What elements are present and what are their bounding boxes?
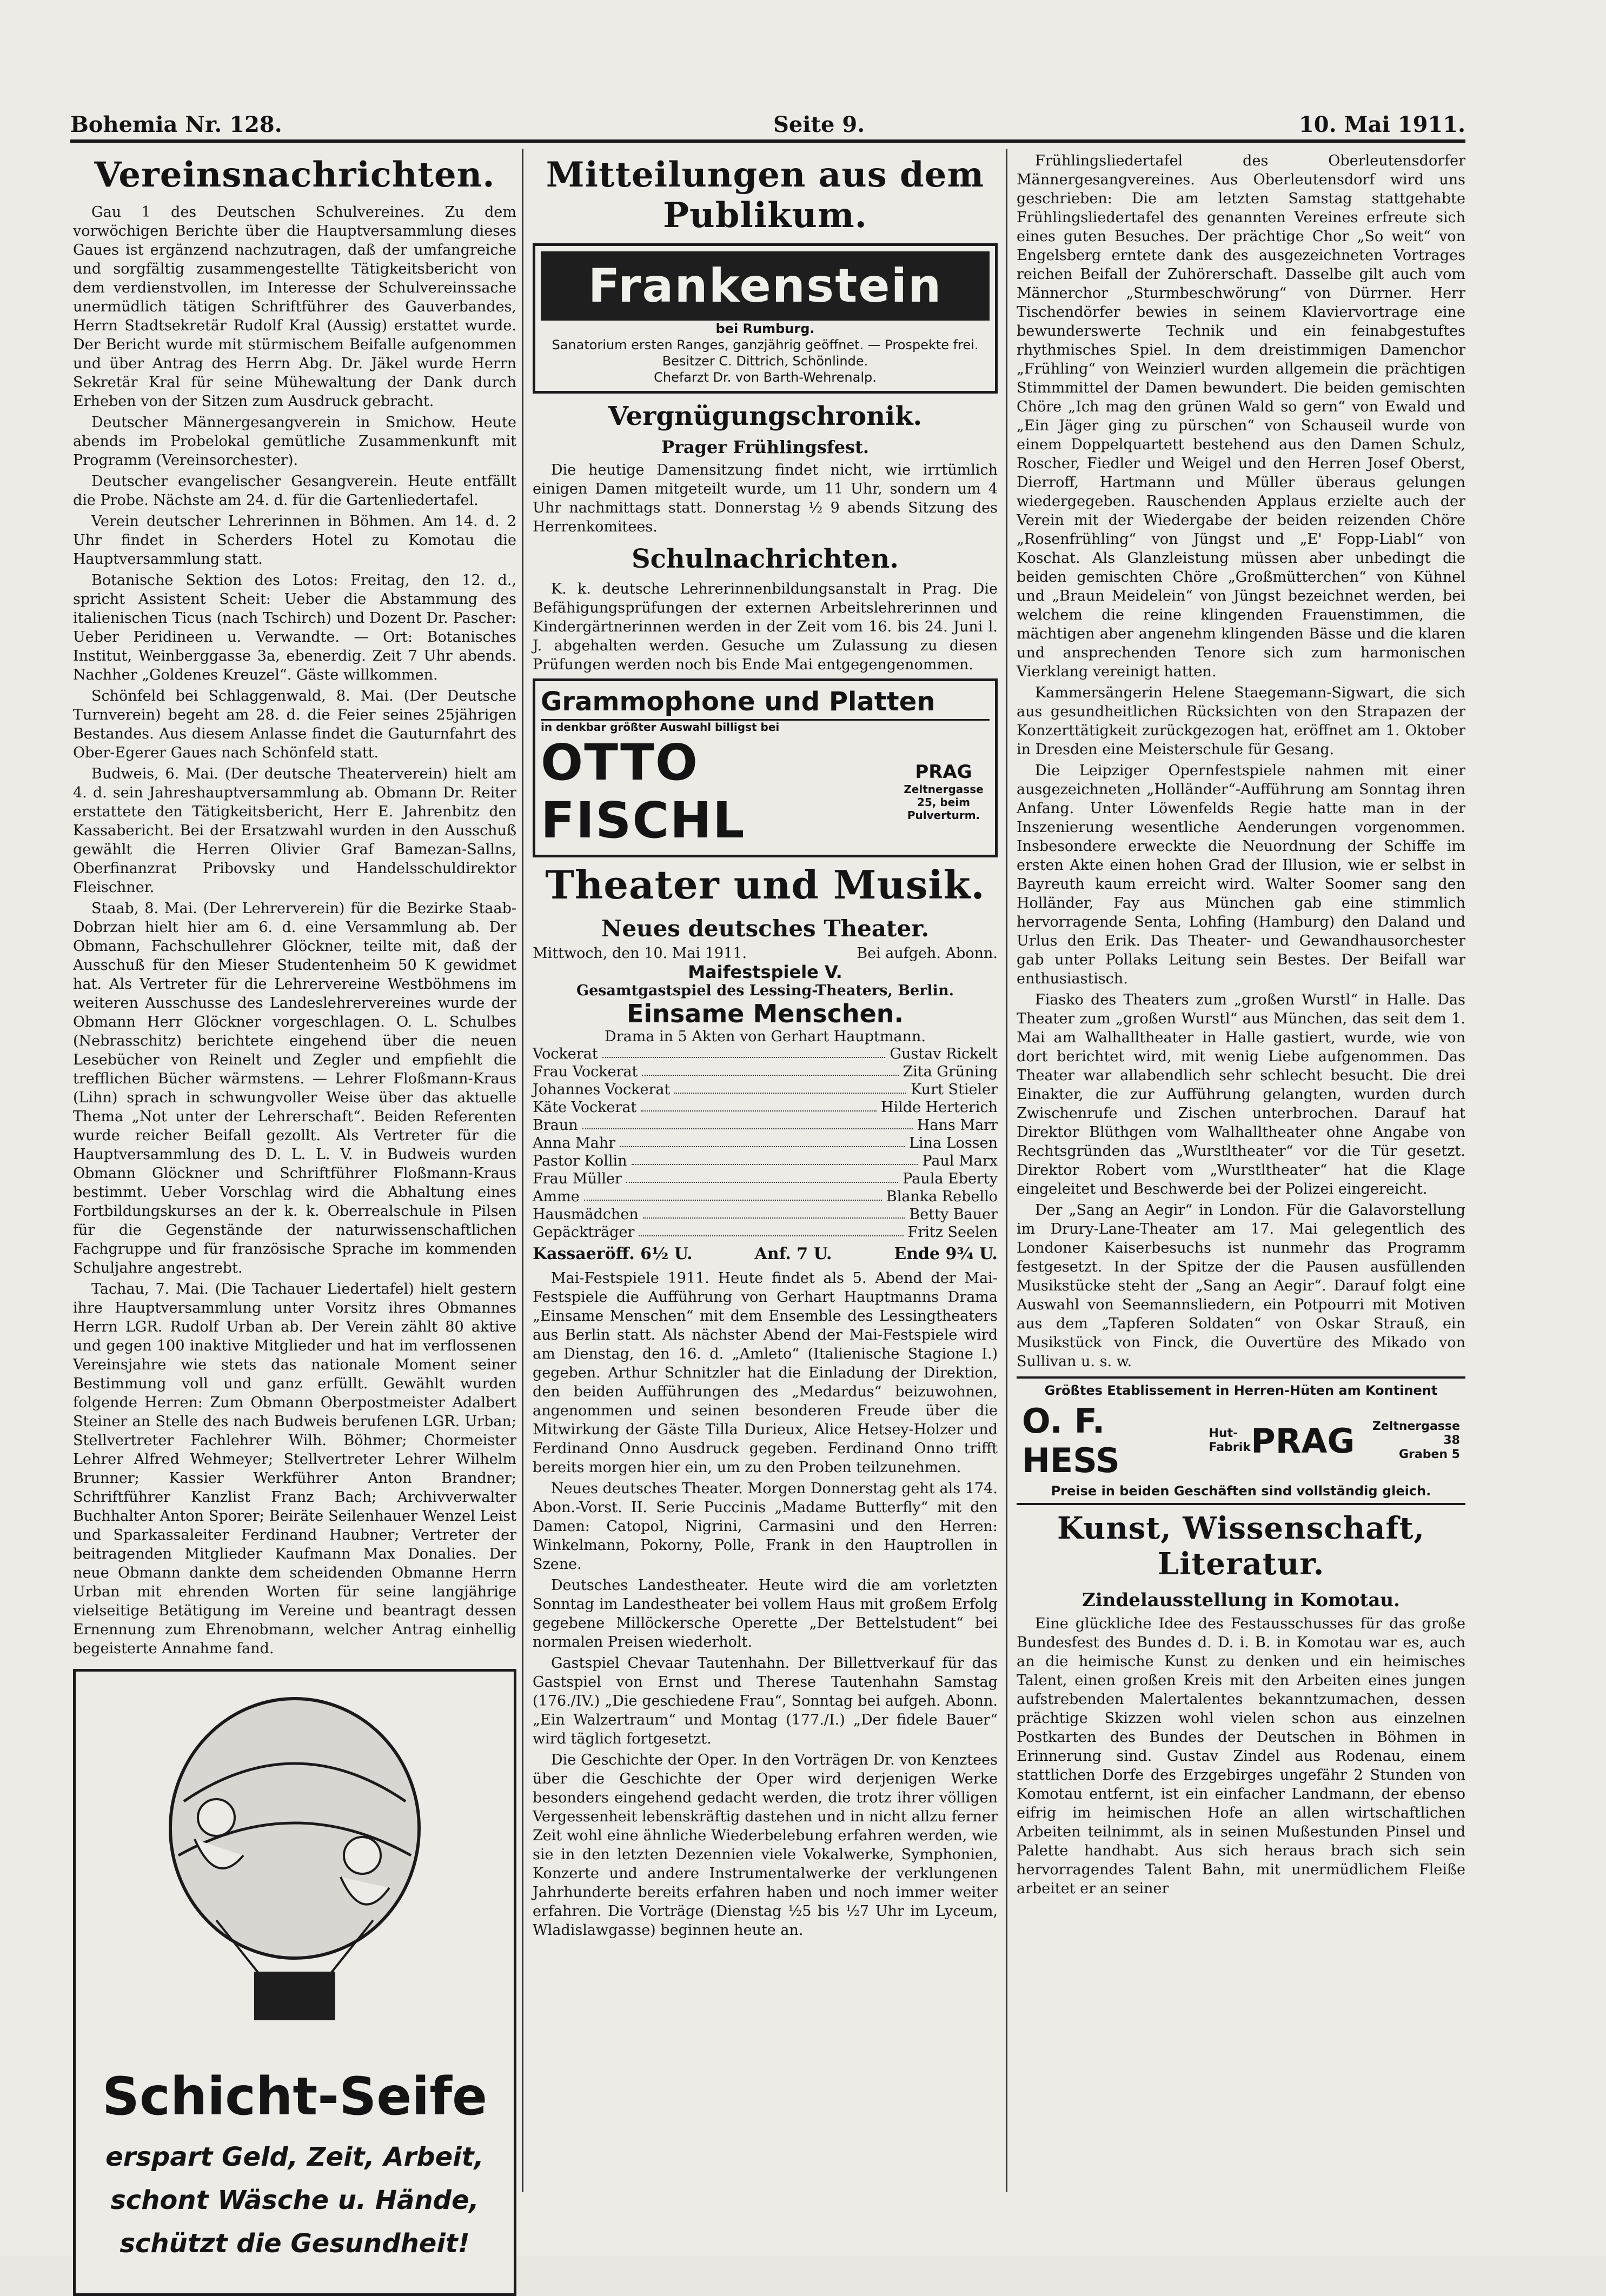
article-paragraph: Die heutige Damensitzung findet nicht, wie irrtümlich einigen Damen mitgeteilt wurde, um 11 Uhr, sondern um 4 Uhr nachmittags statt. Donnerstag ½ 9 abends Sitzung des Herrenkomitees. <box>533 462 998 535</box>
frankenstein-line: Sanatorium ersten Ranges, ganzjährig geöffnet. — Prospekte frei. <box>552 337 979 352</box>
section-heading-mitteilungen: Mitteilungen aus dem Publikum. <box>546 155 985 236</box>
article-paragraph: Eine glückliche Idee des Festausschusses für das große Bundesfest des Bundes d. D. i. B. in Komotau war es, auch an die heimische Kunst zu denken und ein heimisches Talent, einen großen Kreis mit den Arbeiten eines jungen aufstrebenden Malertalentes bekanntzumachen, dessen prächtige Skizzen wohl vielen schon aus einzelnen Postkarten des Bundes der Deutschen in Böhmen in Erinnerung sind. Gustav Zindel aus Rodenau, einem stattlichen Dorfe des Erzgebirges ungefähr 2 Stunden von Komotau entfernt, ist ein einfacher Landmann, der ebenso eifrig im heimischen Hofe an allen wirtschaftlichen Arbeiten teilnimmt, als in seinen Mußestunden Pinsel und Palette handhabt. Aus sich heraus brach sich sein hervorragendes Talent Bahn, mit unermüdlichem Fleiße arbeitet er an seiner <box>1017 1615 1465 1897</box>
article-paragraph: Deutscher evangelischer Gesangverein. Heute entfällt die Probe. Nächste am 24. d. für die Gartenliedertafel. <box>73 473 516 509</box>
cast-actor: Hans Marr <box>917 1117 998 1134</box>
masthead-date: 10. Mai 1911. <box>1298 112 1465 137</box>
frankenstein-line: bei Rumburg. <box>715 321 815 336</box>
article-paragraph: Der „Sang an Aegir“ in London. Für die Galavorstellung im Drury-Lane-Theater am 17. Mai gelegentlich des Londoner Kaiserbesuchs ist nunmehr das Programm festgesetzt. In der Spitze der die Pausen ausfüllenden Musikstücke steht der „Sang an Aegir“. Darauf folgt eine Auswahl von Seemannsliedern, ein Potpourri mit Motiven aus dem „Tapferen Soldaten“ von Oskar Strauß, ein Musikstück von Finck, die Ouvertüre des Mikado von Sullivan u. s. w. <box>1017 1202 1465 1370</box>
cast-actor: Zita Grüning <box>902 1063 998 1080</box>
cast-actor: Fritz Seelen <box>907 1224 998 1241</box>
article-paragraph: Deutsches Landestheater. Heute wird die am vorletzten Sonntag im Landestheater bei vollem Haus mit großem Erfolg gegebene Millöckersche Operette „Der Bettelstudent“ bei normalen Preisen wiederholt. <box>533 1577 998 1651</box>
section-heading-vereinsnachrichten: Vereinsnachrichten. <box>94 155 495 195</box>
cast-role: Braun <box>533 1117 578 1134</box>
cast-role: Gepäckträger <box>533 1224 635 1241</box>
subheading-fruehlingsfest: Prager Frühlingsfest. <box>661 437 869 457</box>
article-paragraph: Staab, 8. Mai. (Der Lehrerverein) für die Bezirke Staab-Dobrzan hielt hier am 6. d. eine Versammlung ab. Der Obmann, Fachschullehrer Glöckner, teilte mit, daß der Ausschuß für den Mieser Studentenheim 50 K gewidmet hat. Als Vertreter für die Lehrervereine Westböhmens im weiteren Ausschusse des Landeslehrervereines wurde der Obmann Herr Glöckner vorgeschlagen. O. L. Schulbes (Nebrasschitz) berichtete eingehend über die neuen Lesebücher von Reinelt und Zegler und empfiehlt die trefflichen Bücher wärmstens. — Lehrer Floßmann-Kraus (Lihn) sprach in schwungvoller Weise über das aktuelle Thema „Not unter der Lehrerschaft“. Beiden Referenten wurde reicher Beifall gezollt. Als Vertreter für die Hauptversammlung des D. L. L. V. in Budweis wurden Obmann Glöckner und Schriftführer Floßmann-Kraus bestimmt. Ueber Vorschlag wird die Abhaltung eines Fortbildungskurses an der k. k. Oberrealschule in Pilsen für die Gegenstände der naturwissenschaftlichen Fachgruppe und für französische Sprache im kommenden Schuljahre angestrebt. <box>73 900 516 1276</box>
schicht-seife-advertisement <box>73 1669 516 2296</box>
cast-role: Frau Müller <box>533 1170 622 1187</box>
hess-top: Größtes Etablissement in Herren-Hüten am Kontinent <box>1044 1383 1438 1398</box>
hess-city: PRAG <box>1251 1421 1355 1461</box>
cast-role: Hausmädchen <box>533 1206 639 1223</box>
cast-actor: Lina Lossen <box>909 1135 998 1152</box>
cast-role: Amme <box>533 1188 580 1205</box>
column-divider <box>1006 149 1007 2192</box>
section-heading-schulnachrichten: Schulnachrichten. <box>631 544 899 574</box>
otto-name: OTTO FISCHL <box>541 734 746 849</box>
article-paragraph: Die Geschichte der Oper. In den Vorträgen Dr. von Kenztees über die Geschichte der Oper wird derjenigen Werke besonders eingehend gedacht werden, die trotz ihrer völligen Vergessenheit lebenskräftig dastehen und in nicht allzu ferner Zeit wohl eine ähnliche Wiederbelebung erfahren werden, wie sie in den letzten Dezennien viele Vokalwerke, Symphonien, Konzerte und andere Instrumentalwerke der verklungenen Jahrhunderte bereits erfahren haben und noch immer weiter erfahren. Die Vorträge (Dienstag ½5 bis ½7 Uhr im Lyceum, Wladislawgasse) beginnen heute an. <box>533 1752 998 1939</box>
otto-city: PRAG <box>915 761 972 783</box>
playbill-subtitle: Drama in 5 Akten von Gerhart Hauptmann. <box>605 1028 926 1045</box>
hess-fabrik: Hut-Fabrik <box>1209 1427 1251 1454</box>
section-heading-kunst: Kunst, Wissenschaft, Literatur. <box>1057 1510 1425 1582</box>
column-divider <box>522 149 523 2192</box>
article-paragraph: Mai-Festspiele 1911. Heute findet als 5. Abend der Mai-Festspiele die Aufführung von Gerhart Hauptmanns Drama „Einsame Menschen“ mit dem Ensemble des Lessingtheaters aus Berlin statt. Als nächster Abend der Mai-Festspiele wird am Dienstag, den 16. d. „Amleto“ (Italienische Stagione I.) gegeben. Arthur Schnitzler hat die Einladung der Direktion, den beiden Aufführungen des „Medardus“ beizuwohnen, angenommen und seinen besonderen Freude über die Mitwirkung der Gäste Tilla Durieux, Alice Hetsey-Holzer und Ferdinand Onno Ausdruck gegeben. Ferdinand Onno trifft bereits morgen hier ein, um zu den Proben teilzunehmen. <box>533 1270 998 1476</box>
playbill-maifest: Maifestspiele V. <box>688 962 842 982</box>
playbill-gastspiel: Gesamtgastspiel des Lessing-Theaters, Berlin. <box>576 982 954 999</box>
cast-role: Johannes Vockerat <box>533 1081 671 1098</box>
otto-address: Zeltnergasse 25, beim Pulverturm. <box>904 783 984 822</box>
frankenstein-line: Chefarzt Dr. von Barth-Wehrenalp. <box>654 370 877 385</box>
schicht-slogan: schützt die Gesundheit! <box>120 2228 470 2259</box>
playbill-title: Einsame Menschen. <box>626 999 904 1028</box>
otto-small: in denkbar größter Auswahl billigst bei <box>541 721 780 734</box>
cast-actor: Gustav Rickelt <box>890 1046 998 1062</box>
otto-headline: Grammophone und Platten <box>541 687 990 721</box>
column-right <box>1017 151 1465 2184</box>
article-paragraph: Neues deutsches Theater. Morgen Donnerstag geht als 174. Abon.-Vorst. II. Serie Puccinis „Madame Butterfly“ mit den Damen: Catopol, Nigrini, Carmasini und den Herren: Winkelmann, Pokorny, Polle, Frank in den Hauptrollen in Szene. <box>533 1480 998 1573</box>
article-paragraph: Budweis, 6. Mai. (Der deutsche Theaterverein) hielt am 4. d. sein Jahreshauptversammlung ab. Obmann Dr. Reiter erstattete den Tätigkeitsbericht, Herr E. Jahrenbitz den Kassabericht. Bei der Ersatzwahl wurden in den Ausschuß gewählt die Herren Olivier Graf Bamezan-Sallns, Oberfinanzrat Pribovsky und Handelsschuldirektor Fleischner. <box>73 766 516 896</box>
cast-actor: Hilde Herterich <box>881 1099 998 1116</box>
subheading-zindel: Zindelausstellung in Komotau. <box>1082 1589 1400 1611</box>
masthead <box>70 105 1465 143</box>
cast-actor: Paula Eberty <box>902 1170 998 1187</box>
article-paragraph: Gau 1 des Deutschen Schulvereines. Zu dem vorwöchigen Berichte über die Hauptversammlung dieses Gaues ist ergänzend nachzutragen, daß der umfangreiche und sorgfältig zusammengestellte Tätigkeitsbericht von dem verdienstvollen, im Interesse der Schulvereinssache unermüdlich tätigen Schriftführer des Gauverbandes, Herrn Stadtsekretär Rudolf Kral (Aussig) erstattet wurde. Der Bericht wurde mit stürmischem Beifalle aufgenommen und über Antrag des Herrn Abg. Dr. Jäkel wurde Herrn Sekretär Kral für seine Mühewaltung der Dank durch Erheben von der Sitzen zum Ausdruck gebracht. <box>73 204 516 410</box>
hess-address: Zeltnergasse 38 <box>1372 1420 1460 1447</box>
column-middle <box>533 151 998 2184</box>
otto-fischl-advertisement <box>533 678 998 857</box>
playbill-date: Mittwoch, den 10. Mai 1911. <box>533 945 747 962</box>
frankenstein-line: Besitzer C. Dittrich, Schönlinde. <box>662 354 868 369</box>
section-heading-vergnuegung: Vergnügungschronik. <box>608 401 923 431</box>
article-paragraph: Deutscher Männergesangverein in Smichow. Heute abends im Probelokal gemütliche Zusammenkunft mit Programm (Vereinsorchester). <box>73 414 516 469</box>
frankenstein-title: Frankenstein <box>541 251 990 321</box>
masthead-issue: Bohemia Nr. 128. <box>70 112 282 137</box>
cast-role: Käte Vockerat <box>533 1099 637 1116</box>
cast-actor: Kurt Stieler <box>911 1081 998 1098</box>
cast-role: Anna Mahr <box>533 1135 615 1152</box>
article-paragraph: Schönfeld bei Schlaggenwald, 8. Mai. (Der Deutsche Turnverein) begeht am 28. d. die Feier seines 25jährigen Bestandes. Aus diesem Anlasse findet die Gauturnfahrt des Ober-Egerer Gaues nach Schönfeld statt. <box>73 688 516 761</box>
schicht-brand: Schicht-Seife <box>102 2066 488 2127</box>
hess-advertisement <box>1017 1376 1465 1505</box>
playbill-kassa: Kassaeröff. 6½ U. <box>533 1245 693 1263</box>
masthead-rule <box>70 139 1465 143</box>
cast-role: Frau Vockerat <box>533 1063 638 1080</box>
playbill-ende: Ende 9¾ U. <box>894 1245 998 1263</box>
hess-address: Graben 5 <box>1398 1448 1460 1461</box>
hess-bottom: Preise in beiden Geschäften sind vollständig gleich. <box>1051 1483 1431 1499</box>
article-paragraph: Verein deutscher Lehrerinnen in Böhmen. Am 14. d. 2 Uhr findet in Scherders Hotel zu Komotau die Hauptversammlung statt. <box>73 513 516 568</box>
article-paragraph: Kammersängerin Helene Staegemann-Sigwart, die sich aus gesundheitlichen Rücksichten von den Strapazen der Konzerttätigkeit zurückgezogen hat, eröffnet am 1. Oktober in Dresden eine Meisterschule für Gesang. <box>1017 684 1465 758</box>
article-paragraph: Die Leipziger Opernfestspiele nahmen mit einer ausgezeichneten „Holländer“-Aufführung am Sonntag ihren Anfang. Unter Löwenfelds Regie hatte man in der Inszenierung wesentliche Aenderungen vorgenommen. Insbesondere erweckte die Neuordnung der Schiffe im ersten Akte einen hohen Grad der Illusion, wie er selbst in Bayreuth kaum erreicht wird. Walter Soomer sang den Holländer, Fay aus München gab eine stimmlich hervorragende Senta, Lohfing (Hamburg) den Daland und Urlus den Erik. Das Theater- und Gewandhausorchester gab unter Pollaks Leitung sein Bestes. Der Beifall war enthusiastisch. <box>1017 762 1465 987</box>
hess-name: O. F. HESS <box>1022 1401 1120 1480</box>
balloon-illustration <box>108 1693 481 2028</box>
cast-actor: Blanka Rebello <box>886 1188 998 1205</box>
article-paragraph: K. k. deutsche Lehrerinnenbildungsanstalt in Prag. Die Befähigungsprüfungen der externen Arbeitslehrerinnen und Kindergärtnerinnen werden in der Zeit vom 16. bis 24. Juni l. J. abgehalten werden. Gesuche um Zulassung zu diesen Prüfungen werden noch bis Ende Mai entgegengenommen. <box>533 581 998 673</box>
schicht-slogan: schont Wäsche u. Hände, <box>110 2185 479 2215</box>
playbill-abonn: Bei aufgeh. Abonn. <box>857 945 998 962</box>
cast-role: Vockerat <box>533 1046 598 1062</box>
masthead-page-number: Seite 9. <box>773 112 865 137</box>
section-heading-theater: Theater und Musik. <box>545 862 985 908</box>
article-paragraph: Botanische Sektion des Lotos: Freitag, den 12. d., spricht Assistent Scheit: Ueber die Abstammung des italienischen Ticus (nach Tschirch) und Dozent Dr. Pascher: Ueber Peridineen u. Verwandte. — Ort: Botanisches Institut, Weinberggasse 3a, ebenerdig. Zeit 7 Uhr abends. Nachher „Goldenes Kreuzel“. Gäste willkommen. <box>73 572 516 683</box>
column-left <box>73 151 516 2259</box>
article-paragraph: Fiasko des Theaters zum „großen Wurstl“ in Halle. Das Theater zum „großen Wurstl“ aus München, das seit dem 1. Mai am Walhalltheater in Halle gastiert, wurde, wie von dort berichtet wird, mit wenig Liebe aufgenommen. Das Theater war allabendlich sehr schlecht besucht. Die drei Einakter, die zur Aufführung gelangten, wurden durch Zwischenrufe und Zischen unterbrochen. Darauf hat Direktor Blüthgen vom Walhalltheater ohne Angabe von Rechtsgründen das „Wurstltheater“ vor die Tür gesetzt. Direktor Robert vom „Wurstltheater“ hat die Klage eingeleitet und Beschwerde bei der Polizei eingereicht. <box>1017 991 1465 1197</box>
cast-role: Pastor Kollin <box>533 1153 627 1169</box>
cast-actor: Paul Marx <box>922 1153 998 1169</box>
schicht-slogan: erspart Geld, Zeit, Arbeit, <box>105 2142 484 2172</box>
subheading-neues-theater: Neues deutsches Theater. <box>601 915 930 942</box>
cast-actor: Betty Bauer <box>909 1206 998 1223</box>
cast-list <box>533 1045 998 1241</box>
frankenstein-advertisement <box>533 243 998 394</box>
playbill-anfang: Anf. 7 U. <box>754 1245 832 1263</box>
article-paragraph: Frühlingsliedertafel des Oberleutensdorfer Männergesangvereines. Aus Oberleutensdorf wird uns geschrieben: Die am letzten Samstag stattgehabte Frühlingsliedertafel des genannten Vereines erfreute sich eines guten Besuches. Der prächtige Chor „So weit“ von Engelsberg erntete dank des ausgezeichneten Vortrages reichen Beifall der Zuhörerschaft. Dasselbe gilt auch vom Männerchor „Sturmbeschwörung“ von Dürrner. Herr Tischendörfer bewies in seinem Klaviervortrage eine bewunderswerte Technik und ein feinabgestuftes rhythmisches Spiel. In dem dreistimmigen Damenchor „Frühling“ von Weinzierl wurden allgemein die prächtigen Stimmmittel der Damen bewundert. Die beiden gemischten Chöre „Ich mag den grünen Wald so gern“ von Ewald und „Ein Jäger ging zu pürschen“ von Schauseil wurde von einem Doppelquartett bestehend aus den Damen Schulz, Roscher, Fiedler und Weigel und den Herren Josef Oberst, Dierroff, Hartmann und Müller überaus gelungen wiedergegeben. Rauschenden Applaus erzielte auch der Verein mit der Wiedergabe der beiden reizenden Chöre „Rosenfrühling“ von Jüngst und „E' Fopp-Liabl“ von Koschat. Als Glanzleistung müssen aber unbedingt die beiden gemischten Chöre „Großmütterchen“ von Kühnel und „Braun Meidelein“ von Jüngst bezeichnet werden, bei welchem die reine klingenden Frauenstimmen, die mächtigen aber angenehm klingenden Bässe und die klaren und ansprechenden Tenore sich zum harmonischen Vierklang vereinigt hatten. <box>1017 152 1465 680</box>
article-paragraph: Tachau, 7. Mai. (Die Tachauer Liedertafel) hielt gestern ihre Hauptversammlung unter Vorsitz ihres Obmannes Herrn LGR. Rudolf Urban ab. Der Verein zählt 80 aktive und gegen 100 inaktive Mitglieder und hat im verflossenen Vereinsjahre wie stets das nationale Moment seiner Bestimmung voll und ganz erfüllt. Gewählt wurden folgende Herren: Zum Obmann Oberpostmeister Adalbert Steiner an Stelle des nach Budweis berufenen LGR. Urban; Stellvertreter Fachlehrer Wilh. Böhmer; Chormeister Lehrer Alfred Wehmeyer; Stellvertreter Lehrer Wilhelm Brunner; Kassier Werkführer Anton Brandner; Schriftführer Kanzlist Franz Bach; Archivverwalter Buchhalter Anton Sporer; Beiräte Seilenhauer Wenzel Leist und Sparkassaleiter Ferdinand Haubner; Vertreter der beitragenden Mitglieder Kaufmann Max Donalies. Der neue Obmann dankte dem scheidenden Obmanne Herrn Urban mit ehrenden Worten für seine langjährige vielseitige Betätigung im Vereine und beantragt dessen Ernennung zum Ehrenobmann, welcher Antrag einhellig begeisterte Annahme fand. <box>73 1281 516 1657</box>
article-paragraph: Gastspiel Chevaar Tautenhahn. Der Billettverkauf für das Gastspiel von Ernst und Therese Tautenhahn Samstag (176./IV.) „Die geschiedene Frau“, Sonntag bei aufgeh. Abonn. „Ein Walzertraum“ und Montag (177./I.) „Der fidele Bauer“ wird täglich fortgesetzt. <box>533 1655 998 1747</box>
